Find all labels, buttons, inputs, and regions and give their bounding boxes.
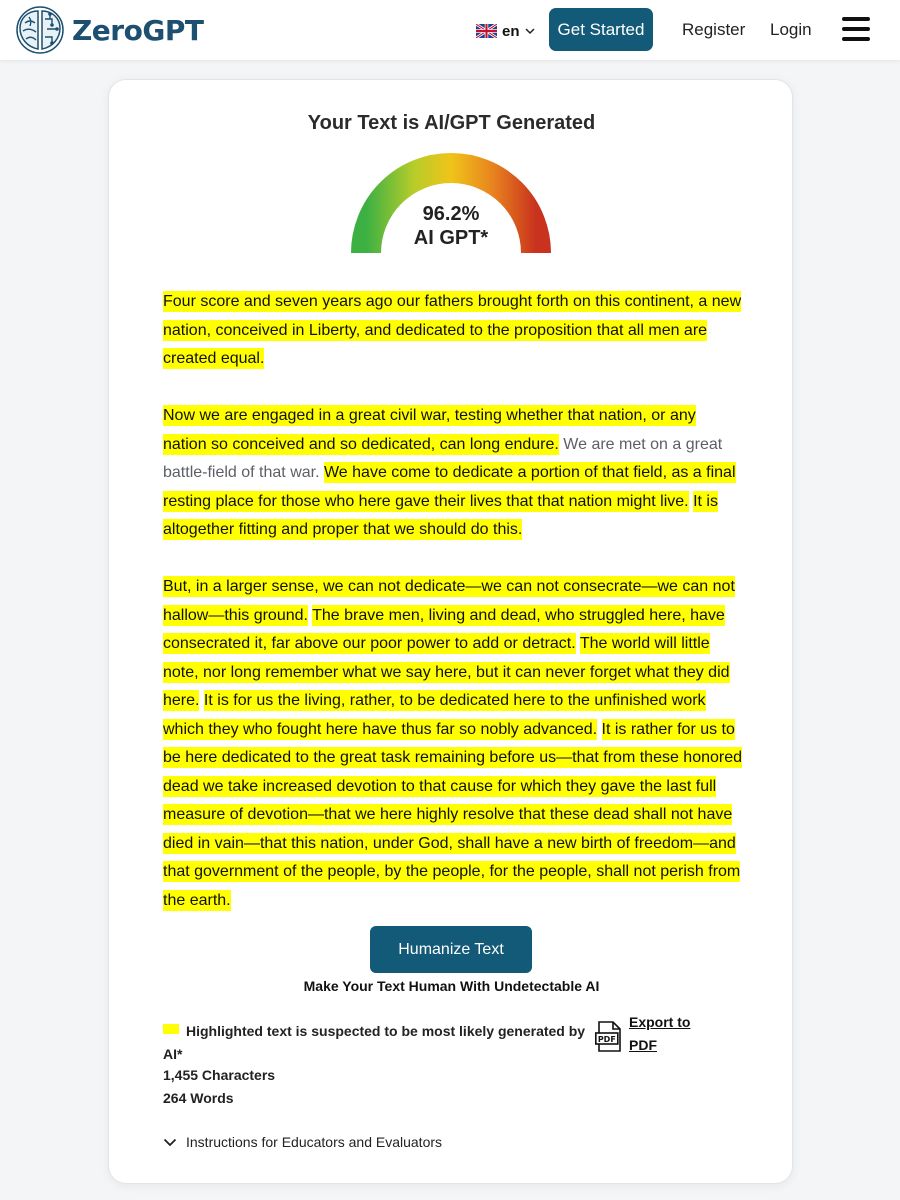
text-paragraph (163, 288, 743, 374)
export-pdf-label: Export to PDF (629, 1014, 691, 1053)
ai-highlighted-sentence: The world will little note, nor long remember what we say here, but it can never forget what they did here. (163, 635, 730, 709)
export-pdf-link[interactable] (595, 1011, 699, 1057)
highlight-legend: Highlighted text is suspected to be most likely generated by AI* (163, 1023, 586, 1062)
pdf-icon (595, 1021, 623, 1053)
humanize-subtitle: Make Your Text Human With Undetectable AI (303, 978, 600, 994)
character-count: 1,455 Characters (163, 1067, 276, 1083)
instructions-toggle[interactable] (163, 1134, 442, 1150)
ai-highlighted-sentence: It is rather for us to be here dedicated to the great task remaining before us—that from these honored dead we take increased devotion to that cause for which they gave the last full measure of devotion—that we here highly resolve that these dead shall not have died in vain—that this nation, under God, shall have a new birth of freedom—and that government of the people, by the people, for the people, shall not perish from the earth. (163, 720, 743, 909)
ai-highlighted-sentence: We have come to dedicate a portion of that field, as a final resting place for those who here gave their lives that that nation might live. (163, 464, 736, 510)
language-selector[interactable] (476, 20, 535, 42)
ai-percentage: 96.2% (422, 203, 480, 225)
get-started-button[interactable]: Get Started (549, 8, 653, 51)
login-link[interactable]: Login (770, 20, 812, 39)
result-title: Your Text is AI/GPT Generated (307, 112, 596, 134)
analyzed-text (163, 288, 743, 944)
human-sentence: We are met on a great battle-field of that war. (163, 435, 723, 481)
language-code: en (502, 22, 520, 40)
ai-highlighted-sentence: But, in a larger sense, we can not dedicate—we can not consecrate—we can not hallow—this ground. (163, 578, 735, 624)
text-paragraph (163, 573, 743, 915)
text-paragraph (163, 402, 743, 545)
brain-logo-icon (14, 5, 66, 55)
chevron-down-icon (163, 1138, 177, 1147)
ai-highlighted-sentence: Four score and seven years ago our fathers brought forth on this continent, a new nation, conceived in Liberty, and dedicated to the proposition that all men are created equal. (163, 293, 742, 367)
top-navbar (0, 0, 900, 60)
instructions-label: Instructions for Educators and Evaluators (186, 1134, 443, 1150)
register-link[interactable]: Register (682, 20, 746, 39)
ai-highlighted-sentence: Now we are engaged in a great civil war, testing whether that nation, or any nation so conceived and so dedicated, can long endure. (163, 407, 696, 453)
humanize-text-button[interactable]: Humanize Text (370, 926, 532, 973)
uk-flag-icon (476, 24, 497, 38)
ai-highlighted-sentence: It is altogether fitting and proper that we should do this. (163, 492, 718, 538)
chevron-down-icon (525, 28, 535, 35)
ai-gpt-label: AI GPT* (413, 227, 489, 249)
ai-highlighted-sentence: The brave men, living and dead, who struggled here, have consecrated it, far above our poor power to add or detract. (163, 606, 725, 652)
hamburger-menu-icon[interactable] (842, 17, 870, 41)
result-card (108, 79, 793, 1184)
brand-logo[interactable] (14, 6, 203, 54)
ai-highlighted-sentence: It is for us the living, rather, to be dedicated here to the unfinished work which they who fought here have thus far so nobly advanced. (163, 692, 706, 738)
brand-name: ZeroGPT (72, 13, 204, 47)
word-count: 264 Words (163, 1090, 234, 1106)
ai-score-gauge (351, 153, 551, 255)
svg-text:PDF: PDF (597, 1035, 616, 1044)
